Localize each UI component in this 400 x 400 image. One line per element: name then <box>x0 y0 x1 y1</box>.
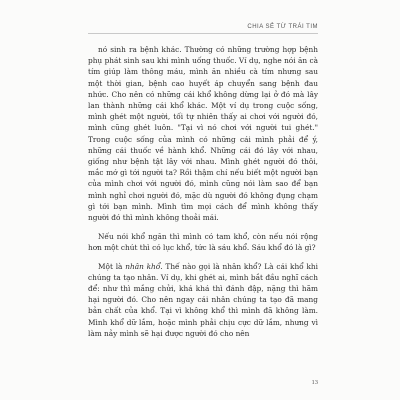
running-head: CHIA SẺ TỪ TRÁI TIM <box>247 24 318 30</box>
page-number: 13 <box>311 379 318 386</box>
paragraph-lead: Một là <box>98 261 126 271</box>
emphasis-term: nhân khổ <box>125 261 161 271</box>
header-rule <box>88 33 318 34</box>
paragraph-text: . Thế nào gọi là nhân khổ? Là cái khổ khi chúng ta tạo nhân. Ví dụ, khi ghét ai, mình bắt đầu nghĩ cách để: như thì mắng chửi, khá khá thì đánh đập, nặng thì hãm hại người đó. Cho nên ngay cái nhân chúng ta tạo đã mang bản chất của khổ. Tại vì không khổ thì mình đã không làm. Mình khổ dữ lắm, hoặc mình phải chịu cực dữ lắm, nhưng vì làm nảy mình sẽ hại được người đó cho nên <box>88 261 318 338</box>
paragraph <box>88 261 318 339</box>
paragraph: Nếu nói khổ ngăn thì mình có tam khổ, còn nếu nói rộng hơn một chút thì có lục khổ, tức là sáu khổ. Sáu khổ đó là gì? <box>88 231 318 252</box>
body-text <box>88 44 318 339</box>
paragraph: nó sinh ra bệnh khác. Thường có những trường hợp bệnh phụ phát sinh sau khi mình uống thuốc. Ví dụ, nghe nói ăn cà tím giúp làm thông máu, mình ăn nhiều cà tím nhưng sau một thời gian, bệnh cao huyết áp chuyển sang bệnh đau nhức. Cho nên có những cái khổ không dừng lại ở đó mà lây lan thành những cái khổ khác. Một ví dụ trong cuộc sống, mình ghét một người, tối tự nhiên thấy ai chơi với người đó, mình cũng ghét luôn. "Tại vì nó chơi với người tui ghét." Trong cuộc sống của mình có những cái mình phải để ý, những cái thuốc về hành khổ. Những cái đó lây với nhau, giống như bệnh tật lây với nhau. Mình ghét người đó thôi, mắc mớ gì tới người ta? Rồi thậm chí nếu biết một người bạn của mình chơi với người đó, mình cũng nói làm sao để bạn mình nghỉ chơi người đó, mặc dù người đó không đụng chạm gì tới bạn mình. Mình tìm mọi cách để mình không thấy người đó thì mình không thoải mái. <box>88 45 318 223</box>
